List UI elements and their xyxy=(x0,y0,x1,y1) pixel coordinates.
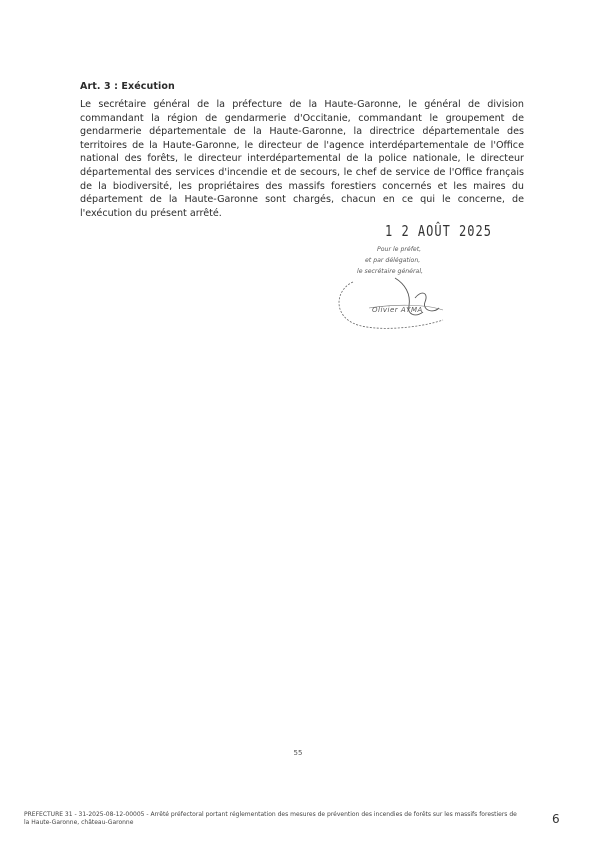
footer-text: PREFECTURE 31 - 31-2025-08-12-00005 - Arrêté préfectoral portant réglementation des mesures de prévention des incendies de forêts sur les massifs forestiers de la Haute-Garonne, château-Garonne xyxy=(24,811,517,827)
date-stamp: 1 2 AOÛT 2025 xyxy=(385,222,492,240)
page-number-right: 6 xyxy=(552,812,560,826)
handwritten-signature xyxy=(325,220,495,340)
signer-name: Olivier AYMA xyxy=(372,306,423,314)
delegation-line-2: et par délégation, xyxy=(365,257,421,264)
delegation-line-3: le secrétaire général, xyxy=(357,268,424,275)
signature-block xyxy=(325,220,495,340)
article-body-paragraph: Le secrétaire général de la préfecture de la Haute-Garonne, le général de division commandant la région de gendarmerie d'Occitanie, commandant le groupement de gendarmerie départementale de la Haute-Garonne, la directrice départementale des territoires de la Haute-Garonne, le directeur de l'agence interdépartementale de l'Office national des forêts, le directeur interdépartemental de la police nationale, le directeur départemental des services d'incendie et de secours, le chef de service de l'Office français de la biodiversité, les propriétaires des massifs forestiers concernés et les maires du département de la Haute-Garonne sont chargés, chacun en ce qui le concerne, de l'exécution du présent arrêté. xyxy=(80,99,524,219)
delegation-line-1: Pour le préfet, xyxy=(377,246,422,253)
article-heading: Art. 3 : Exécution xyxy=(80,81,175,92)
page-number-center: 55 xyxy=(293,749,303,757)
